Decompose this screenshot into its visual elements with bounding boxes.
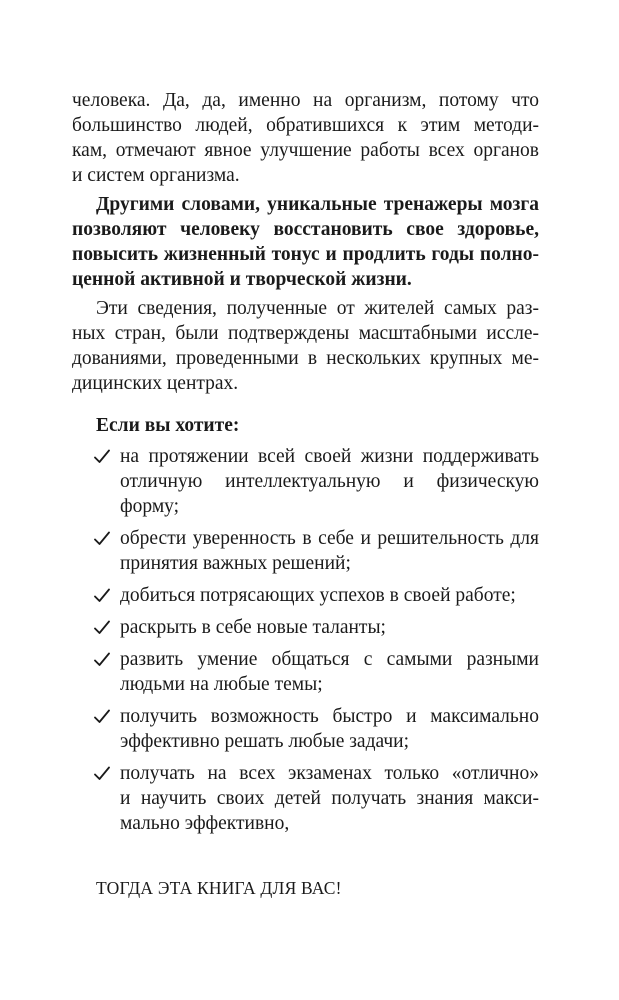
text-line: обрести уверенность в себе и решительность для [120, 528, 539, 549]
checklist [72, 444, 539, 836]
bold-paragraph [72, 192, 539, 292]
text-line: развить умение общаться с самыми разными [120, 649, 539, 670]
text-line: получать на всех экзаменах только «отлично» [120, 763, 539, 784]
text-line: Другими словами, уникальные тренажеры мозга [96, 194, 539, 215]
list-item [72, 615, 539, 640]
text-line: принятия важных решений; [120, 553, 351, 574]
text-line: позволяют человеку восстановить свое здоровье, [72, 219, 539, 240]
text-line: раскрыть в себе новые таланты; [120, 617, 386, 638]
text-line: мально эффективно, [120, 813, 290, 834]
text-line: получить возможность быстро и максимально [120, 706, 539, 727]
text-line: кам, отмечают явное улучшение работы всех органов [72, 140, 539, 161]
text-line: дованиями, проведенными в нескольких крупных ме- [72, 348, 539, 369]
text-line: людьми на любые темы; [120, 674, 323, 695]
text-line: большинство людей, обратившихся к этим методи- [72, 115, 539, 136]
research-paragraph [72, 296, 539, 396]
list-item [72, 704, 539, 754]
checkmark-icon [94, 647, 114, 672]
text-line: ных стран, были подтверждены масштабными иссле- [72, 323, 539, 344]
text-line: человека. Да, да, именно на организм, потому что [72, 90, 539, 111]
text-line: и научить своих детей получать знания макси- [120, 788, 539, 809]
text-line: эффективно решать любые задачи; [120, 731, 410, 752]
list-item [72, 526, 539, 576]
intro-paragraph [72, 88, 539, 188]
list-heading: Если вы хотите: [96, 415, 240, 436]
text-line: повысить жизненный тонус и продлить годы полно- [72, 244, 539, 265]
checkmark-icon [94, 615, 114, 640]
list-item [72, 647, 539, 697]
list-item [72, 761, 539, 836]
checkmark-icon [94, 583, 114, 608]
text-line: форму; [120, 496, 180, 517]
text-line: Эти сведения, полученные от жителей самых раз- [96, 298, 539, 319]
text-line: добиться потрясающих успехов в своей работе; [120, 585, 516, 606]
list-item [72, 583, 539, 608]
book-page [72, 88, 539, 901]
checkmark-icon [94, 444, 114, 469]
list-item [72, 444, 539, 519]
closing-statement: ТОГДА ЭТА КНИГА ДЛЯ ВАС! [96, 878, 342, 898]
checkmark-icon [94, 704, 114, 729]
checkmark-icon [94, 761, 114, 786]
text-line: дицинских центрах. [72, 373, 239, 394]
text-line: на протяжении всей своей жизни поддерживать [120, 446, 539, 467]
text-line: и систем организма. [72, 165, 240, 186]
text-line: ценной активной и творческой жизни. [72, 269, 412, 290]
text-line: отличную интеллектуальную и физическую [120, 471, 539, 492]
checkmark-icon [94, 526, 114, 551]
